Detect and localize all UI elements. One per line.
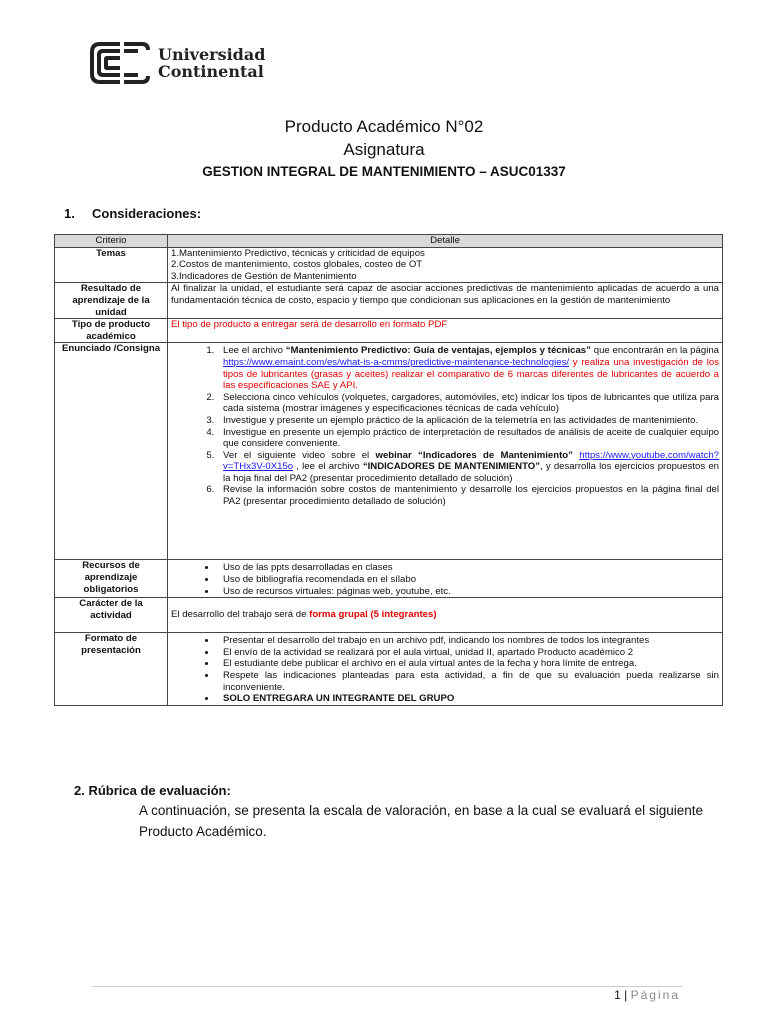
detalle-enunciado <box>168 343 723 560</box>
list-item: 4. Investigue en presente un ejemplo práctico de interpretación de resultados de análisis de aceite de cualquier equipo que considere conveniente. <box>217 427 719 450</box>
page-label: Página <box>630 988 680 1002</box>
text: , lee el archivo <box>293 461 363 473</box>
text: Ver el siguiente video sobre el <box>223 449 376 461</box>
text-bold: “Mantenimiento Predictivo: Guía de ventajas, ejemplos y técnicas” <box>285 345 591 357</box>
list-item: 2. Selecciona cinco vehículos (volquetes, cargadores, automóviles, etc) indicar los tipos de lubricantes que utiliza para cada sistema (mostrar imágenes y especificaciones técnicas de cada vehículo) <box>217 392 719 415</box>
section-2-text: A continuación, se presenta la escala de valoración, en base a la cual se evaluará el siguiente Producto Académico. <box>139 803 703 839</box>
header-criterio: Criterio <box>55 235 168 248</box>
page-number: 1 <box>614 988 621 1002</box>
table-row <box>55 247 723 283</box>
text: El desarrollo del trabajo será de <box>171 609 310 621</box>
text-red: y realiza una investigación de los tipos de lubricantes (grasas y aceites) realizar el comparativo de 6 marcas diferentes de lubricantes de acuerdo a las especificaciones SAE y API. <box>223 356 719 392</box>
detalle-recursos <box>168 560 723 598</box>
university-logo-icon <box>90 42 150 84</box>
detalle-temas <box>168 247 723 283</box>
criterio-resultado: Resultado de aprendizaje de la unidad <box>55 283 168 319</box>
list-item: • Uso de recursos virtuales: páginas web, youtube, etc. <box>217 586 719 598</box>
emaint-link[interactable]: https://www.emaint.com/es/what-is-a-cmms/predictive-maintenance-technologies/ <box>223 356 570 368</box>
table-row <box>55 343 723 560</box>
formato-list <box>171 635 719 705</box>
text-bold: webinar “Indicadores de Mantenimiento” <box>375 449 573 461</box>
logo-line-1: Universidad <box>158 45 266 64</box>
course-title: GESTION INTEGRAL DE MANTENIMIENTO – ASUC01337 <box>202 164 566 179</box>
considerations-table <box>54 234 723 706</box>
header-detalle: Detalle <box>168 235 723 248</box>
document-subtitle: Asignatura <box>343 140 425 159</box>
document-title: Producto Académico N°02 <box>284 117 484 136</box>
detalle-formato <box>168 633 723 706</box>
detalle-caracter <box>168 598 723 633</box>
section-1-label: Consideraciones: <box>92 206 202 221</box>
list-item: • Uso de las ppts desarrolladas en clases <box>217 562 719 574</box>
criterio-caracter: Carácter de la actividad <box>55 598 168 633</box>
list-item: • Presentar el desarrollo del trabajo en un archivo pdf, indicando los nombres de todos los integrantes <box>217 635 719 647</box>
list-item: 6. Revise la información sobre costos de mantenimiento y desarrolle los ejercicios propuestos en la página final del PA2 (presentar procedimiento detallado de solución) <box>217 484 719 507</box>
criterio-temas: Temas <box>55 247 168 283</box>
enunciado-list <box>171 345 719 507</box>
page-footer <box>614 988 680 1002</box>
criterio-formato: Formato de presentación <box>55 633 168 706</box>
youtube-link[interactable]: https://www.youtube.com/watch?v=THx3V-0X15o <box>223 449 720 473</box>
tema-line: 1.Mantenimiento Predictivo, técnicas y criticidad de equipos <box>171 247 425 259</box>
list-item <box>217 450 719 485</box>
list-item <box>217 345 719 391</box>
list-item: • El envío de la actividad se realizará por el aula virtual, unidad II, apartado Producto académico 2 <box>217 647 719 659</box>
tema-line: 2.Costos de mantenimiento, costos globales, costeo de OT <box>171 259 423 271</box>
criterio-tipo: Tipo de producto académico <box>55 319 168 343</box>
footer-divider <box>92 986 682 987</box>
detalle-tipo: El tipo de producto a entregar será de desarrollo en formato PDF <box>168 319 723 343</box>
table-row <box>55 319 723 343</box>
criterio-recursos: Recursos de aprendizaje obligatorios <box>55 560 168 598</box>
section-1-number: 1. <box>64 206 75 221</box>
list-item: 3. Investigue y presente un ejemplo práctico de la aplicación de la telemetría en las actividades de mantenimiento. <box>217 415 719 427</box>
section-1-heading <box>64 206 201 221</box>
detalle-resultado: Al finalizar la unidad, el estudiante será capaz de asociar acciones predictivas de mantenimiento aplicadas de acuerdo a una fundamentación técnica de costo, espacio y tiempo que condicionan sus aplicaciones en la gestión de mantenimiento <box>168 283 723 319</box>
list-item: • El estudiante debe publicar el archivo en el aula virtual antes de la fecha y hora límite de entrega. <box>217 658 719 670</box>
table-header-row <box>55 235 723 248</box>
footer-separator: | <box>620 988 631 1002</box>
text: , y desarrolla los ejercicios propuestos en la hoja final del PA2 (presentar procedimiento detallado de solución) <box>223 461 719 484</box>
list-item: • Uso de bibliografía recomendada en el sílabo <box>217 574 719 586</box>
criterio-enunciado: Enunciado /Consigna <box>55 343 168 560</box>
table-row <box>55 560 723 598</box>
list-item: • SOLO ENTREGARA UN INTEGRANTE DEL GRUPO <box>217 693 719 705</box>
text: Lee el archivo <box>223 345 286 357</box>
recursos-list <box>171 562 719 597</box>
text-bold: “INDICADORES DE MANTENIMIENTO” <box>362 461 541 473</box>
table-row <box>55 283 723 319</box>
logo-line-2: Continental <box>158 62 264 81</box>
table-row <box>55 598 723 633</box>
tema-line: 3.Indicadores de Gestión de Mantenimiento <box>171 270 357 282</box>
list-item: • Respete las indicaciones planteadas para esta actividad, a fin de que su evaluación pueda realizarse sin inconveniente. <box>217 670 719 693</box>
section-2-heading: 2. Rúbrica de evaluación: <box>74 783 231 798</box>
university-logo <box>90 42 265 84</box>
text: que encontrarán en la página <box>590 345 719 357</box>
text-red-bold: forma grupal (5 integrantes) <box>309 609 437 621</box>
table-row <box>55 633 723 706</box>
